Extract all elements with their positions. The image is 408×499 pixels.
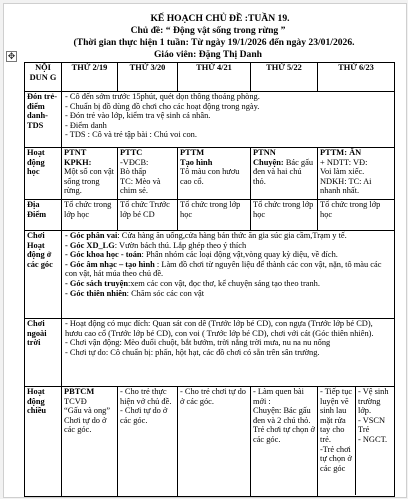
- list-item: - Góc âm nhạc – tạo hình : Làm đồ chơi từ nguyên liệu để thành các con vật, nặn, tô màu các con vật, hát múa theo chủ đề.: [65, 259, 382, 279]
- chieu-fri-a-l1: - Tiếp tục luyện vẽ sinh lau mặt rửa tay cho trẻ.: [320, 387, 353, 444]
- row-label-hoat-dong-hoc: Hoạt động học: [25, 148, 62, 200]
- chieu-fri-a-l2: -Trẻ chơi tự chọn ở các góc: [320, 444, 352, 473]
- row-choi-ngoai-troi: [25, 319, 395, 387]
- hoc-wed-subtitle: Tạo hình: [180, 157, 213, 167]
- chieu-thu-l2: Chuyện: Bác gấu đen và 2 chú thỏ.: [253, 406, 311, 425]
- chieu-mon-l2: “Gấu và ong”: [64, 406, 111, 416]
- list-item: - Đón trẻ vào lớp, kiểm tra vệ sinh cá nhân.: [65, 111, 211, 121]
- row-don-tre: [25, 92, 395, 148]
- hoc-wed-title: PTTM: [180, 148, 205, 157]
- dia-diem-wed: Tổ chức trong lớp học: [178, 200, 251, 231]
- chieu-fri-b-l2: - VSCN Trẻ: [358, 415, 386, 435]
- hoc-fri-text3: NDKH: TC: Ai nhanh nhất.: [320, 176, 372, 196]
- don-tre-content: [62, 92, 395, 148]
- document-header: [4, 13, 406, 61]
- hoc-tue-title: PTTC: [120, 148, 143, 157]
- list-item: - Hoạt động có mục đích: Quan sát con dê (Trước lớp bé CD), con ngựa (Trước lớp bé CD), hươu cao cổ (Trước lớp bé CD), con voi ( Trước lớp bé CD), chơi với cát (Góc thiên nhiên).: [65, 319, 374, 338]
- header-cell-thu: THỨ 5/22: [251, 63, 318, 92]
- list-item: - Góc sách truyện:xem các con vật, đọc thơ, kể chuyện sáng tạo theo tranh.: [65, 278, 320, 288]
- list-item: - Chơi vận động: Mèo đuổi chuột, bắt bướm, trời nắng trời mưa, nu na nu nống: [65, 338, 331, 348]
- list-item: - Góc thiên nhiên: Chăm sóc các con vật: [65, 288, 205, 298]
- row-hoat-dong-chieu: [25, 387, 395, 497]
- list-item: - Cô đến sớm trước 15phút, quét dọn thông thoáng phòng.: [65, 92, 260, 101]
- plan-title: KẾ HOẠCH CHỦ ĐỀ :TUẦN 19.: [150, 13, 290, 24]
- chieu-fri-left: [318, 387, 356, 495]
- hoc-wed-cell: [178, 148, 251, 200]
- list-item: - Chuẩn bị đồ dùng đồ chơi cho các hoạt động trong ngày.: [65, 101, 260, 111]
- dia-diem-fri: Tổ chức trong lớp học: [318, 200, 395, 231]
- chieu-mon-l1: TCVĐ: [64, 396, 87, 406]
- plan-topic: Chủ đề: “ Động vật sống trong rừng ”: [130, 25, 286, 36]
- hoc-thu-title: PTNN: [253, 148, 276, 157]
- row-label-hoat-dong-chieu: Hoạt động chiều: [25, 387, 62, 497]
- row-hoat-dong-hoc: [25, 148, 395, 200]
- hoc-tue-text1: -VĐCB:: [120, 157, 149, 167]
- chieu-fri-b-l1: - Vệ sinh trường lớp.: [358, 387, 389, 416]
- chieu-fri-cell: [318, 387, 395, 497]
- chieu-thu-l3: Trẻ chơi tự chọn ở các góc.: [253, 425, 315, 444]
- hoc-fri-title: PTTM: ÂN: [320, 148, 362, 157]
- header-cell-wed: THỨ 4/21: [178, 63, 251, 92]
- header-cell-content: NỘI DUN G: [25, 63, 62, 92]
- plan-teacher: Giáo viên: Đặng Thị Danh: [153, 49, 263, 60]
- list-item: - Điểm danh: [65, 120, 107, 130]
- table-header-row: [25, 63, 395, 92]
- hoc-tue-text2: Bò thấp: [120, 167, 147, 177]
- list-item: - Chơi tự do: Cô chuẩn bị: phấn, hột hạt, các đồ chơi có sẵn trên sân trường.: [65, 347, 320, 357]
- choi-ngoai-troi-content: [62, 319, 395, 387]
- chieu-fri-b-l3: - NGCT.: [358, 434, 388, 444]
- row-label-choi-goc: Chơi Hoạt động ở các góc: [25, 231, 62, 319]
- chieu-thu-cell: [251, 387, 318, 497]
- row-choi-goc: [25, 231, 395, 319]
- chieu-tue-l1: - Cho trẻ thực hiện vở chủ đề.: [120, 387, 172, 406]
- chieu-mon-cell: [62, 387, 118, 497]
- chieu-wed-cell: [178, 387, 251, 497]
- choi-goc-content: [62, 231, 395, 319]
- row-dia-diem: [25, 200, 395, 231]
- hoc-mon-text: Một số con vật sống trong rừng.: [64, 167, 115, 196]
- hoc-mon-subtitle: KPKH:: [64, 157, 92, 167]
- document-page: [3, 3, 407, 498]
- hoc-thu-subtitle: Chuyện:: [253, 157, 284, 167]
- chieu-tue-l2: - Chơi tự do ở các góc.: [120, 406, 168, 425]
- dia-diem-tue: Tổ chức Trước lớp bé CD: [118, 200, 178, 231]
- plan-period: (Thời gian thực hiện 1 tuần: Từ ngày 19/1/2026 đến ngày 23/01/2026.: [73, 37, 355, 48]
- hoc-fri-text1: + NDTT: VĐ:: [320, 157, 368, 167]
- header-cell-tue: THỨ 3/20: [118, 63, 178, 92]
- hoc-mon-cell: [62, 148, 118, 200]
- chieu-thu-l1: - Làm quen bài mới :: [253, 387, 304, 406]
- list-item: - Góc khoa học - toán: Phân nhóm các loại động vật,vòng quay kỳ diệu, về đích.: [65, 250, 338, 260]
- chieu-mon-title: PBTCM: [64, 387, 95, 396]
- weekly-plan-table: [24, 62, 395, 497]
- header-cell-mon: THỨ 2/19: [62, 63, 118, 92]
- hoc-tue-text3: TC: Mèo và chim sẻ.: [120, 176, 161, 196]
- list-item: - Góc XD_LG: Vườn bách thú. Lắp ghép theo ý thích: [65, 240, 247, 250]
- hoc-wed-text: Tô màu con hươu cao cổ.: [180, 167, 240, 186]
- chieu-wed-l1: - Cho trẻ chơi tự do ở các góc.: [180, 387, 246, 406]
- row-label-dia-diem: Địa Điểm: [25, 200, 62, 231]
- list-item: - TDS : Cô và trẻ tập bài : Chú voi con.: [65, 130, 197, 140]
- hoc-thu-text: Bác gấu đen và hai chú thỏ.: [253, 157, 314, 186]
- hoc-tue-cell: [118, 148, 178, 200]
- hoc-fri-text2: Voi làm xiếc.: [320, 167, 365, 177]
- chieu-tue-cell: [118, 387, 178, 497]
- header-cell-fri: THỨ 6/23: [318, 63, 395, 92]
- hoc-fri-cell: [318, 148, 395, 200]
- hoc-thu-cell: [251, 148, 318, 200]
- row-label-don-tre: Đón trẻ- điểm danh- TDS: [25, 92, 62, 148]
- chieu-mon-l3: Chơi tự do ở các góc.: [64, 415, 107, 435]
- table-move-handle-icon[interactable]: ✥: [7, 51, 16, 61]
- chieu-fri-right: [356, 387, 394, 495]
- hoc-mon-title: PTNT: [64, 148, 87, 157]
- row-label-choi-ngoai-troi: Chơi ngoài trời: [25, 319, 62, 387]
- list-item: - Góc phân vai: Cửa hàng ăn uống,cửa hàng bán thức ăn gia súc gia cầm,Trạm y tế.: [65, 231, 347, 240]
- dia-diem-thu: Tổ chức trong lớp học: [251, 200, 318, 231]
- dia-diem-mon: Tổ chức trong lớp học: [62, 200, 118, 231]
